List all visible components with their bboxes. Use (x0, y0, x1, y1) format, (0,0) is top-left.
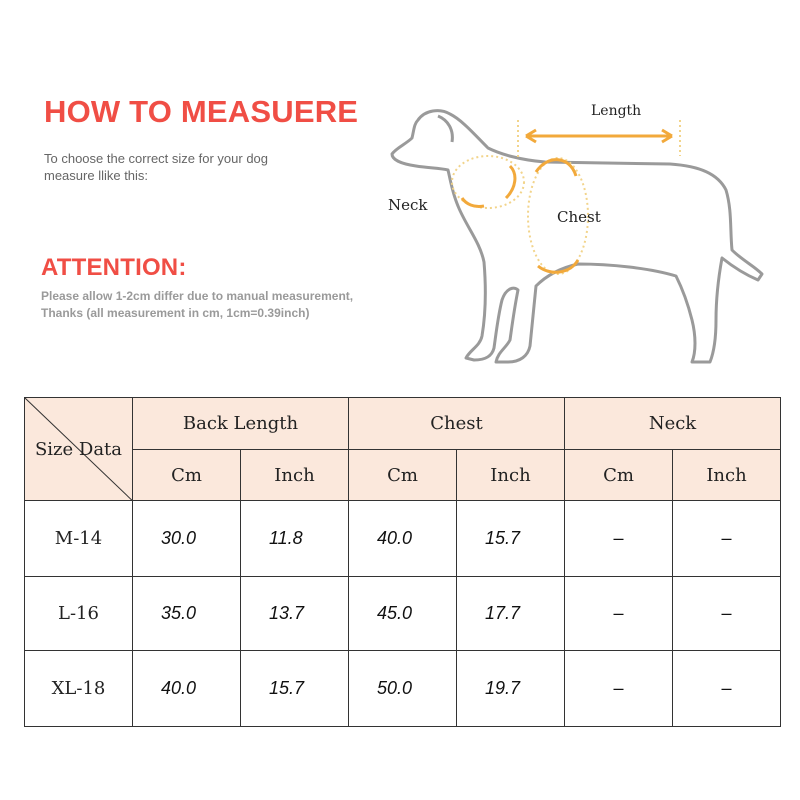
value-cell: 45.0 (349, 576, 457, 650)
chest-label: Chest (557, 208, 601, 226)
neck-arrow-front (462, 198, 484, 207)
table-row (25, 501, 781, 576)
back-length-header: Back Length (133, 398, 349, 450)
unit-header: Inch (673, 450, 781, 501)
value-cell: – (565, 501, 673, 576)
value-cell: 15.7 (457, 501, 565, 576)
value-cell: 50.0 (349, 650, 457, 726)
value-cell: 30.0 (133, 501, 241, 576)
unit-header: Cm (349, 450, 457, 501)
unit-header: Cm (565, 450, 673, 501)
size-chart-table (24, 397, 781, 727)
value-cell: – (565, 650, 673, 726)
dog-outline (392, 111, 762, 362)
neck-header: Neck (565, 398, 781, 450)
table-row (25, 650, 781, 726)
chest-header: Chest (349, 398, 565, 450)
attention-title: ATTENTION: (41, 254, 187, 281)
value-cell: – (565, 576, 673, 650)
size-data-label: Size Data (34, 438, 123, 460)
value-cell: – (673, 650, 781, 726)
value-cell: 17.7 (457, 576, 565, 650)
dog-ear (438, 116, 452, 142)
dog-measurement-diagram (370, 90, 790, 390)
value-cell: – (673, 501, 781, 576)
neck-label: Neck (388, 196, 428, 214)
instructions-line-1: To choose the correct size for your dog (44, 151, 269, 166)
value-cell: – (673, 576, 781, 650)
value-cell: 11.8 (241, 501, 349, 576)
size-label-cell: M-14 (25, 501, 133, 576)
attention-note-line-2: Thanks (all measurement in cm, 1cm=0.39inch) (41, 306, 310, 320)
value-cell: 13.7 (241, 576, 349, 650)
table-row (25, 576, 781, 650)
value-cell: 40.0 (133, 650, 241, 726)
size-label-cell: XL-18 (25, 650, 133, 726)
unit-header: Inch (241, 450, 349, 501)
value-cell: 19.7 (457, 650, 565, 726)
size-data-corner-header (25, 398, 133, 501)
instructions-line-2: measure llike this: (44, 168, 149, 183)
neck-arrow-back (506, 166, 515, 198)
how-to-measure-title: HOW TO MEASUERE (44, 94, 359, 129)
value-cell: 35.0 (133, 576, 241, 650)
unit-header: Cm (133, 450, 241, 501)
value-cell: 15.7 (241, 650, 349, 726)
attention-note-line-1: Please allow 1-2cm differ due to manual measurement, (41, 289, 354, 303)
unit-header: Inch (457, 450, 565, 501)
size-label-cell: L-16 (25, 576, 133, 650)
value-cell: 40.0 (349, 501, 457, 576)
length-label: Length (591, 103, 642, 119)
